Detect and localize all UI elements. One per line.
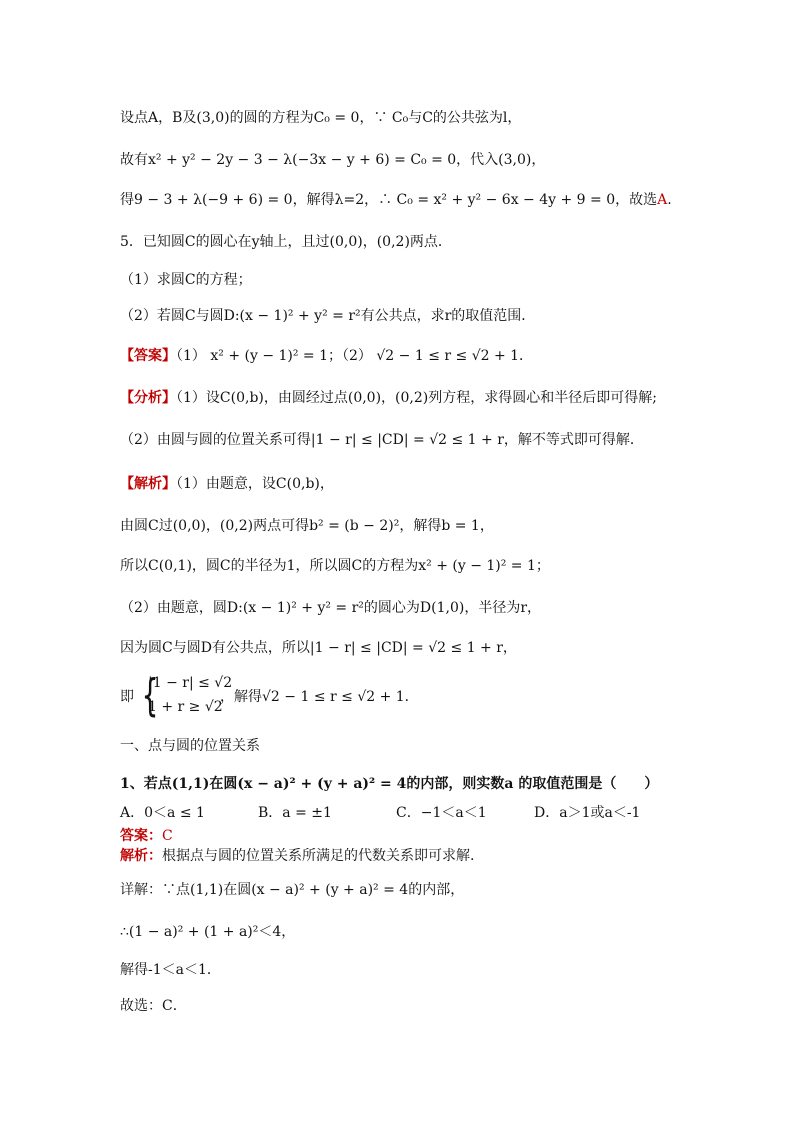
option-d: D．a＞1或a＜-1 [534,805,641,821]
text-line-3-end: . [667,192,672,208]
solution-line-1 [120,474,680,494]
detail-line-3: 解得-1＜a＜1． [120,962,221,978]
text-line-1: 设点A，B及(3,0)的圆的方程为C₀ = 0，∵ C₀与C的公共弦为l， [120,110,522,126]
system-row-2: 1 + r ≥ √2 [148,699,223,715]
problem-1-analysis-tag: 解析： [120,848,162,864]
problem-1-answer-tag: 答案： [120,828,162,844]
question-5-stem: 5．已知圆C的圆心在y轴上，且过(0,0)，(0,2)两点． [120,234,452,250]
system-lead: 即 [120,689,134,705]
detail-line-4: 故选：C． [120,998,187,1014]
solution-text-1: （1）由题意，设C(0,b)， [176,476,334,492]
problem-1-analysis [120,846,680,866]
text-line-3-main: 得9 − 3 + λ(−9 + 6) = 0，解得λ=2，∴ C₀ = x² + y² − 6x − 4y + 9 = 0，故选 [120,192,658,208]
inequality-system [120,672,680,722]
problem-1-analysis-text: 根据点与圆的位置关系所满足的代数关系即可求解. [162,848,475,864]
solution-line-4: （2）由题意，圆D:(x − 1)² + y² = r²的圆心为D(1,0)，半径为r， [120,600,542,616]
section-heading: 一、点与圆的位置关系 [120,738,260,754]
question-5-part-1: （1）求圆C的方程； [120,272,252,288]
solution-line-2: 由圆C过(0,0)，(0,2)两点可得b² = (b − 2)²，解得b = 1， [120,518,494,534]
detail-line-1: 详解：∵点(1,1)在圆(x − a)² + (y + a)² = 4的内部， [120,882,465,898]
option-c: C．−1＜a＜1 [396,805,487,821]
solution-line-3: 所以C(0,1)，圆C的半径为1，所以圆C的方程为x² + (y − 1)² = 1； [120,558,550,574]
problem-1-answer [120,826,680,846]
text-line-3 [120,190,680,210]
text-line-3-choice: A [657,192,668,208]
left-brace-icon: { [141,670,159,721]
answer-text: （1） x² + (y − 1)² = 1；（2） √2 − 1 ≤ r ≤ √2 + 1． [176,348,534,364]
text-line-2: 故有x² + y² − 2y − 3 − λ(−3x − y + 6) = C₀ = 0，代入(3,0)， [120,152,546,168]
analysis-line-1 [120,388,680,408]
system-row-1: |1 − r| ≤ √2 [148,675,233,691]
analysis-text-1: （1）设C(0,b)，由圆经过点(0,0)，(0,2)列方程，求得圆心和半径后即可得解; [176,390,657,406]
solution-tag: 【解析】 [120,476,176,492]
option-b: B．a = ±1 [258,805,332,821]
analysis-line-2: （2）由圆与圆的位置关系可得|1 − r| ≤ |CD| = √2 ≤ 1 + r，解不等式即可得解． [120,432,644,448]
system-tail: ，解得√2 − 1 ≤ r ≤ √2 + 1． [220,689,419,705]
answer-line [120,346,680,366]
problem-1-question: 1、若点(1,1)在圆(x − a)² + (y + a)² = 4的内部，则实数a 的取值范围是（ ） [120,776,659,792]
question-5-part-2: （2）若圆C与圆D:(x − 1)² + y² = r²有公共点，求r的取值范围． [120,308,536,324]
analysis-tag: 【分析】 [120,390,176,406]
detail-line-2: ∴(1 − a)² + (1 + a)²＜4， [120,924,296,940]
solution-line-5: 因为圆C与圆D有公共点，所以|1 − r| ≤ |CD| = √2 ≤ 1 + r， [120,640,517,656]
option-a: A．0＜a ≤ 1 [120,805,205,821]
answer-tag: 【答案】 [120,348,176,364]
problem-1-answer-value: C [162,828,173,844]
